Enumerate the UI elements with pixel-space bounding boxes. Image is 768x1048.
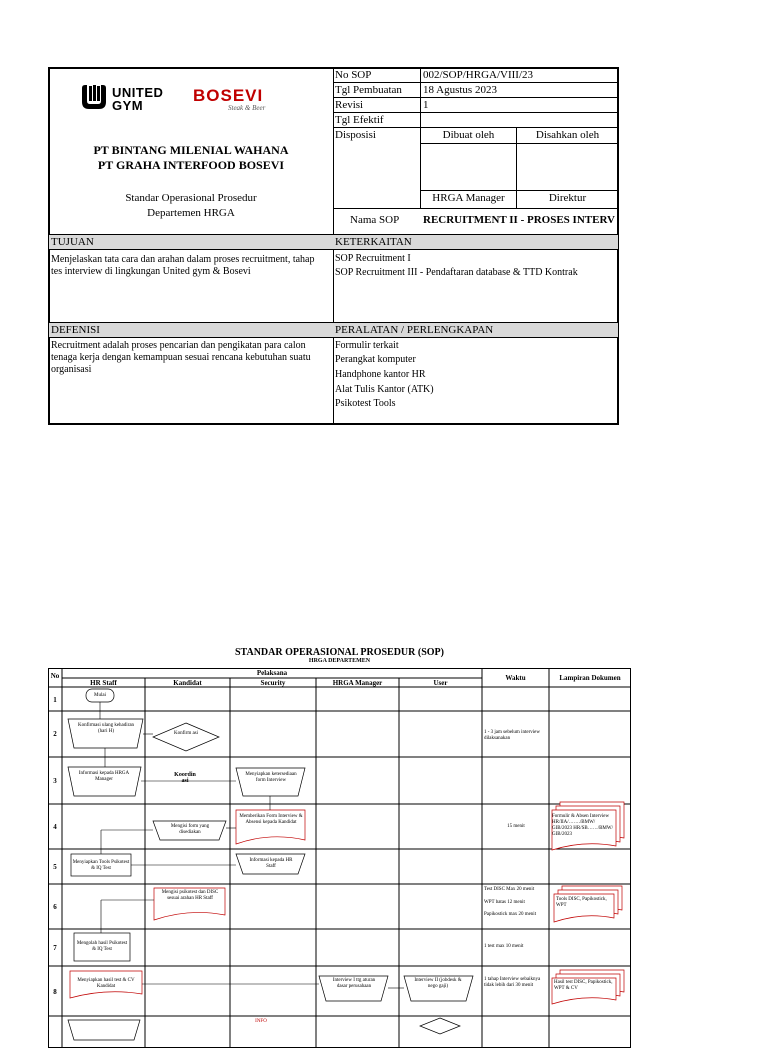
no-sop-label: No SOP: [335, 69, 372, 81]
united-gym-logo-icon: [80, 84, 108, 110]
divider: [333, 97, 619, 98]
keterkaitan-item: SOP Recruitment I: [335, 253, 411, 264]
col-header-kandidat: Kandidat: [173, 679, 202, 687]
col-header-hrga-manager: HRGA Manager: [332, 679, 383, 687]
tujuan-heading: TUJUAN: [51, 236, 94, 248]
lampiran-step-8: Hasil test DISC, Papikostick, WPT & CV: [554, 980, 613, 991]
col-header-security: Security: [260, 679, 286, 687]
step-prepare-tools: Menyiapkan Tools Psikotest & IQ Test: [72, 860, 130, 871]
divider: [420, 190, 619, 191]
peralatan-item: Formulir terkait: [335, 340, 399, 351]
bosevi-tagline: Steak & Beer: [228, 104, 266, 112]
step-coordination: Koordin asi: [174, 772, 196, 784]
row-number: 1: [53, 696, 57, 704]
definisi-text: Recruitment adalah proses pencarian dan pengikatan para calon: [51, 340, 306, 351]
tgl-efektif-label: Tgl Efektif: [335, 114, 384, 126]
step-confirm-attendance: Konfirmasi ulang kehadiran (hari H): [77, 723, 135, 734]
department: Departemen HRGA: [147, 207, 235, 219]
row-number: 6: [53, 903, 57, 911]
hrga-manager-signatory: HRGA Manager: [432, 192, 505, 204]
direktur-signatory: Direktur: [548, 192, 587, 204]
step-prepare-results: Menyiapkan hasil test & CV Kandidat: [77, 978, 135, 989]
divider: [333, 208, 619, 209]
waktu-step-4: 15 menit: [507, 824, 525, 829]
divider: [49, 249, 618, 250]
disahkan-oleh-label: Disahkan oleh: [535, 129, 600, 141]
col-header-no: No: [50, 672, 60, 680]
divider: [420, 143, 619, 144]
revisi-label: Revisi: [335, 99, 364, 111]
col-header-waktu: Waktu: [505, 674, 526, 682]
revisi-value: 1: [423, 99, 429, 111]
step-inform-hr: Informasi kepada HR Staff: [249, 858, 293, 869]
divider: [333, 127, 619, 128]
united-gym-wordmark: UNITED GYM: [112, 85, 164, 113]
step-inform-manager: Informasi kepada HRGA Manager: [78, 771, 130, 782]
lampiran-step-6: Tools DISC, Papikostick, WPT: [556, 897, 607, 908]
nama-sop-label: Nama SOP: [350, 214, 400, 226]
keterkaitan-heading: KETERKAITAN: [335, 236, 412, 248]
section-band: [49, 322, 618, 337]
bosevi-wordmark: BOSEVI: [193, 86, 264, 105]
company-name-2: PT GRAHA INTERFOOD BOSEVI: [97, 158, 285, 172]
row-number: 3: [53, 777, 57, 785]
step-interview-1: Interview I ttg aturan dasar perusahaan: [332, 978, 376, 989]
keterkaitan-item: SOP Recruitment III - Pendaftaran database & TTD Kontrak: [335, 267, 578, 278]
decision-confirm: Konfirm asi: [173, 731, 199, 736]
waktu-step-6: WPT batas 12 menit: [484, 900, 525, 905]
waktu-step-7: 1 test max 10 menit: [484, 944, 524, 949]
step-fill-psikotest: Mengisi psikotest dan DISC sesuai arahan HR Staff: [161, 890, 219, 901]
document-type: Standar Operasional Prosedur: [125, 192, 257, 204]
col-header-lampiran: Lampiran Dokumen: [559, 674, 621, 682]
divider: [49, 234, 618, 235]
divider: [49, 337, 618, 338]
step-interview-2: Interview II (jobdesk & nego gaji): [414, 978, 462, 989]
start-terminator: Mulai: [94, 693, 106, 698]
lampiran-step-4: Formulir & Absen Interview HR/IIA/……./BMW/ GIB/2023 HR/SB……/BMW/ GIB/2023: [552, 814, 613, 837]
waktu-step-2: 1 - 3 jam sebelum interview dilaksanakan: [484, 730, 540, 741]
step-give-form: Memberikan Form Interview & Absensi kepada Kandidat: [239, 814, 303, 825]
flowchart-title: STANDAR OPERASIONAL PROSEDUR (SOP): [234, 647, 444, 658]
divider: [333, 112, 619, 113]
company-name-1: PT BINTANG MILENIAL WAHANA: [93, 143, 289, 157]
peralatan-item: Psikotest Tools: [335, 398, 396, 409]
row-number: 5: [53, 863, 57, 871]
divider: [49, 322, 618, 323]
no-sop-value: 002/SOP/HRGA/VIII/23: [423, 69, 534, 81]
waktu-step-8: 1 tahap Interview sebaiknya tidak lebih dari 30 menit: [484, 977, 541, 988]
definisi-heading: DEFENISI: [51, 324, 100, 336]
row-number: 4: [53, 823, 57, 831]
peralatan-item: Handphone kantor HR: [335, 369, 426, 380]
peralatan-item: Perangkat komputer: [335, 354, 416, 365]
peralatan-heading: PERALATAN / PERLENGKAPAN: [335, 324, 494, 336]
tujuan-text: tes interview di lingkungan United gym & Bosevi: [51, 266, 251, 277]
row-number: 7: [53, 944, 57, 952]
step-fill-form: Mengisi form yang disediakan: [170, 824, 210, 835]
divider: [333, 82, 619, 83]
waktu-step-6: Papikostick max 20 menit: [484, 912, 537, 917]
tujuan-text: Menjelaskan tata cara dan arahan dalam proses recruitment, tahap: [51, 254, 315, 265]
step-info: INFO: [255, 1019, 267, 1024]
tgl-pembuatan-label: Tgl Pembuatan: [335, 84, 402, 96]
step-prepare-form: Menyiapkan ketersediaan form Interview: [245, 772, 297, 783]
flowchart-subtitle: HRGA DEPARTEMEN: [308, 658, 371, 664]
definisi-text: organisasi: [51, 364, 92, 375]
definisi-text: tenaga kerja dengan kemampuan sesuai rencana kebutuhan suatu: [51, 352, 311, 363]
peralatan-item: Alat Tulis Kantor (ATK): [335, 384, 434, 395]
col-header-user: User: [433, 679, 448, 687]
nama-sop-value: RECRUITMENT II - PROSES INTERV: [423, 214, 615, 226]
dibuat-oleh-label: Dibuat oleh: [442, 129, 495, 141]
col-header-pelaksana: Pelaksana: [256, 669, 288, 677]
row-number: 2: [53, 730, 57, 738]
step-process-results: Mengolah hasil Psikotest & IQ Test: [76, 941, 128, 952]
section-band: [49, 234, 618, 249]
row-number: 8: [53, 988, 57, 996]
disposisi-label: Disposisi: [335, 129, 376, 141]
flowchart-table: [48, 668, 631, 1048]
waktu-step-6: Test DISC Max 20 menit: [484, 887, 535, 892]
tgl-pembuatan-value: 18 Agustus 2023: [423, 84, 497, 96]
col-header-hr-staff: HR Staff: [90, 679, 117, 687]
